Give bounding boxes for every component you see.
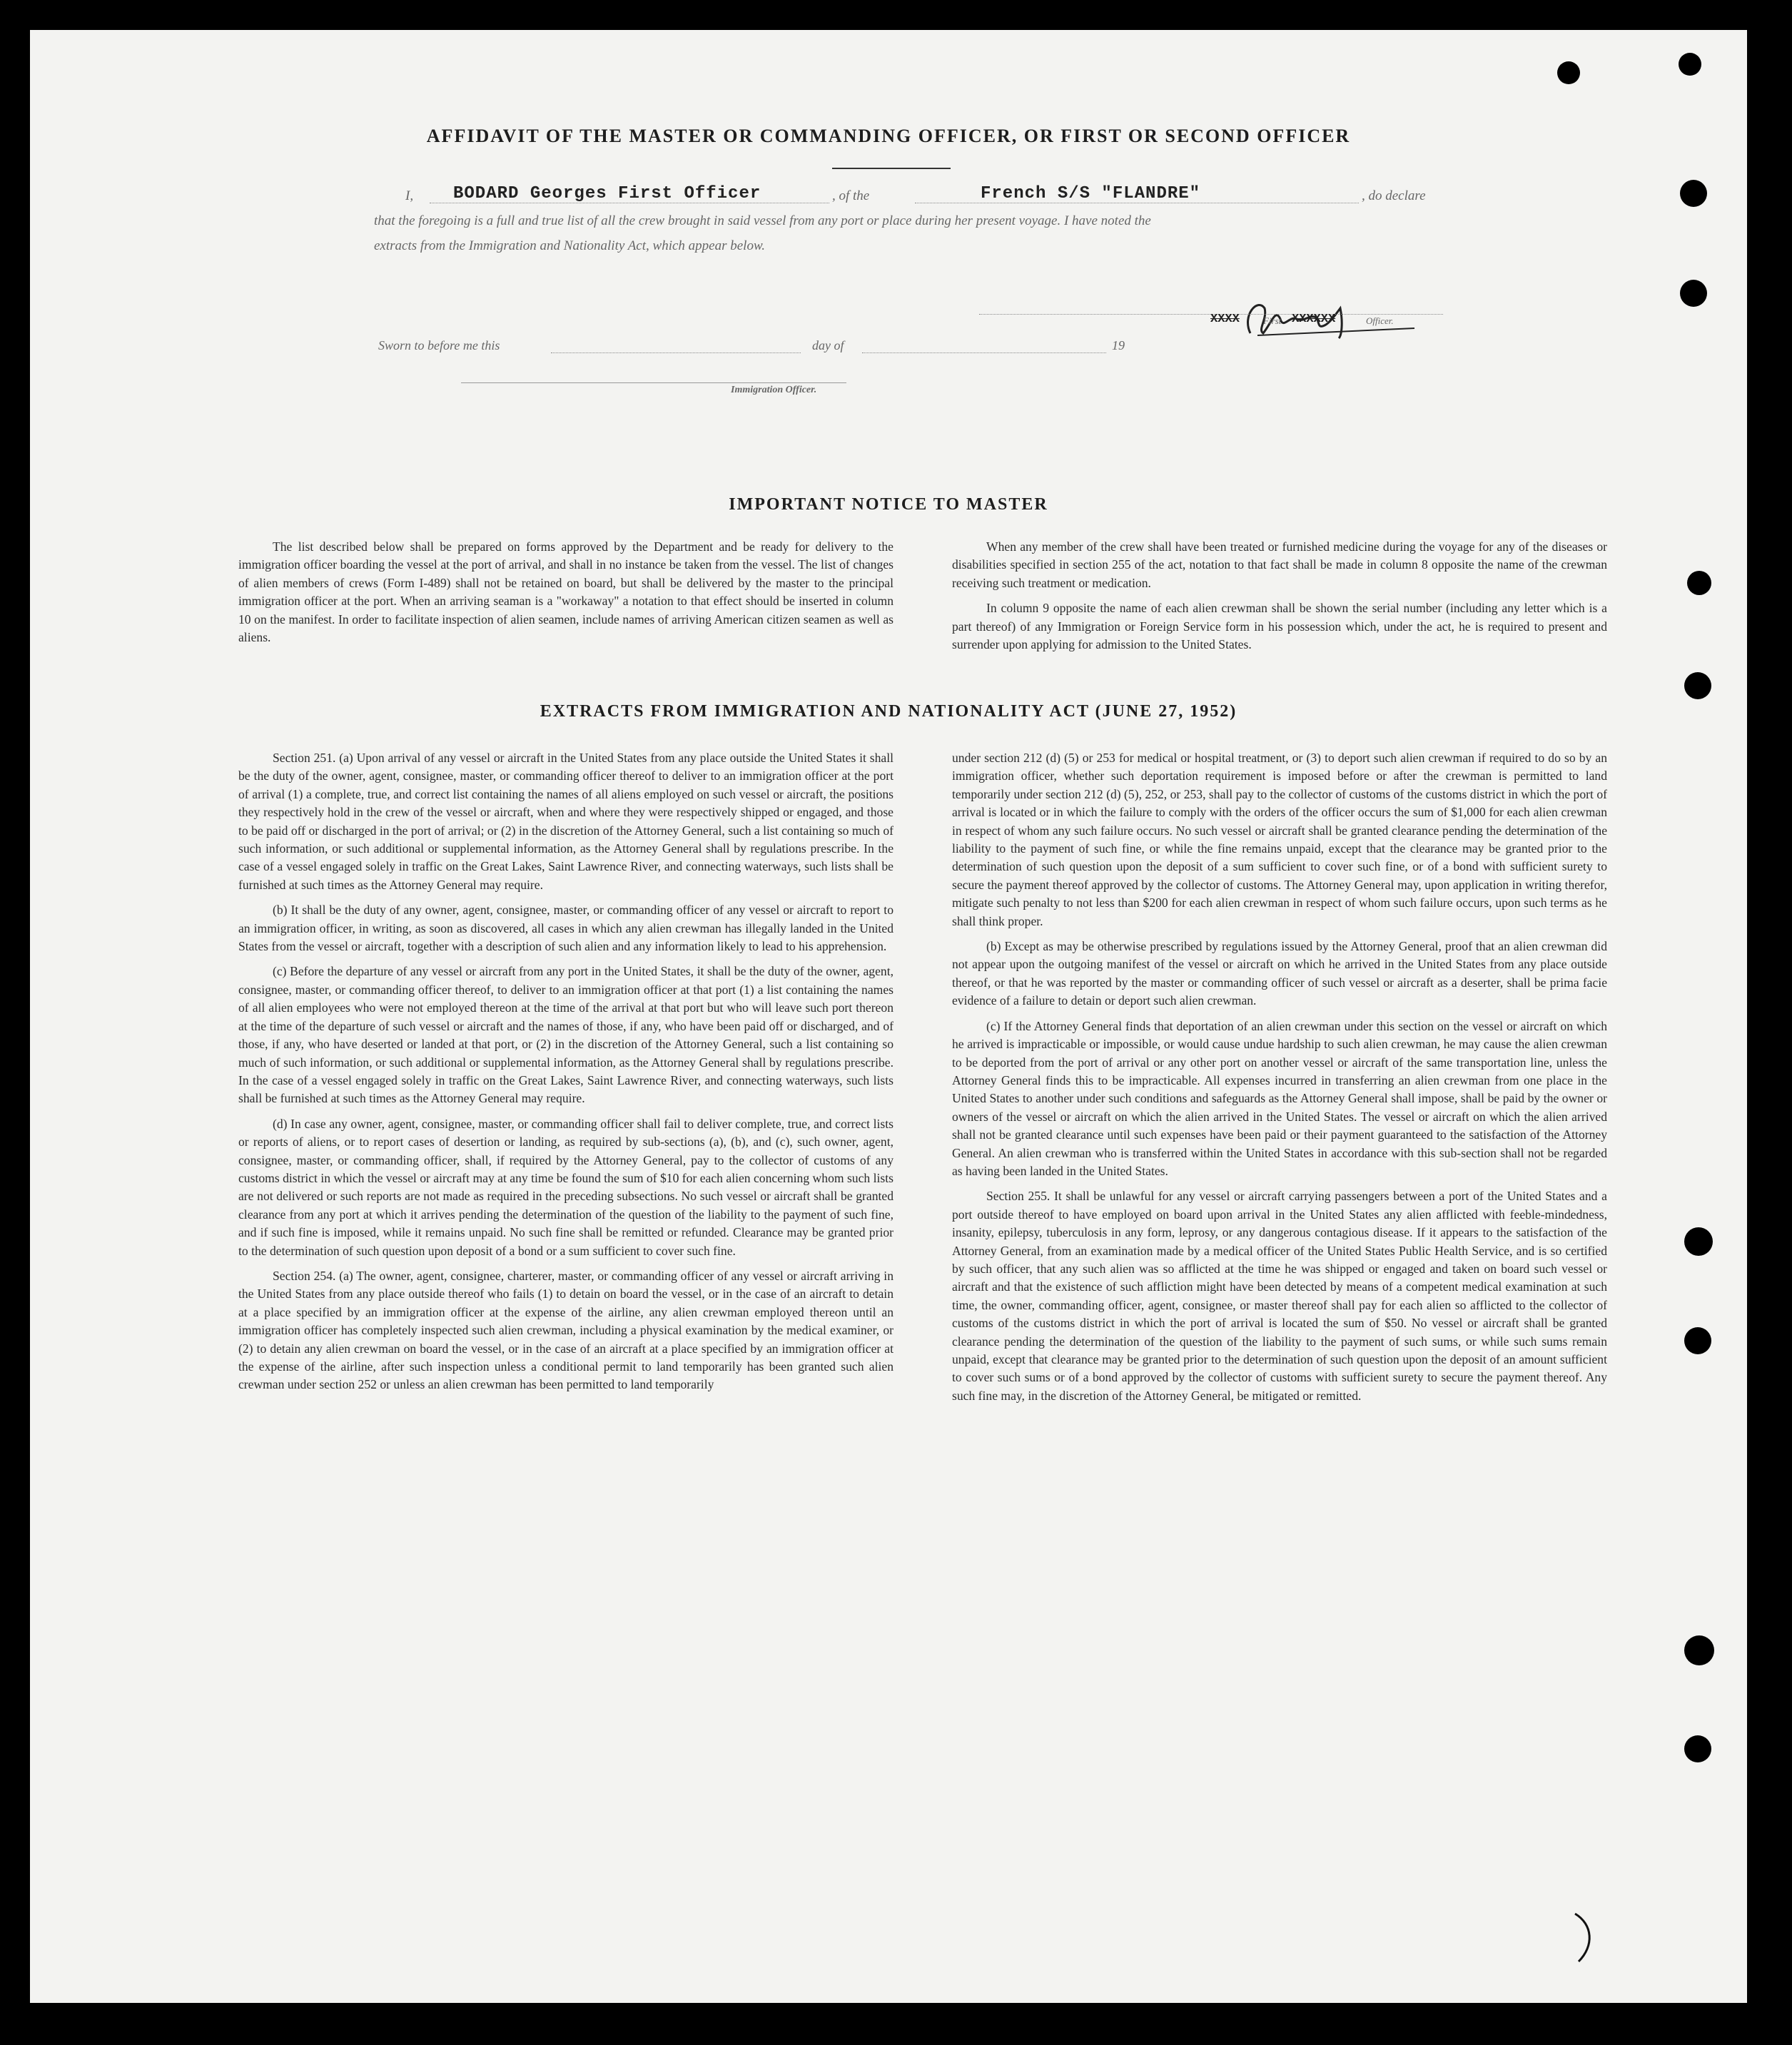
punch-hole [1680,180,1707,207]
struck-word: XXXX [1210,313,1240,326]
extract-section-251c: (c) Before the departure of any vessel or aircraft from any port in the United States, it shall be the duty of the owner, agent, consignee, master, or commanding officer thereof, to deliver to an immigration officer at that port (1) a list containing the names of all alien employees who were not employed thereon at the time of the arrival at that port but who will leave such port thereon at the time of the departure of such vessel or aircraft and the names of those, if any, who have been paid off or discharged, and of those, if any, who have deserted or landed at that port, or (2) in the discretion of the Attorney General, such a list containing so much of such information, or such additional or supplemental information, as the Attorney General shall by regulations prescribe. In the case of a vessel engaged solely in traffic on the Great Lakes, Saint Lawrence River, and connecting waterways, such lists shall be furnished at such times as the Attorney General may require. [238,964,894,1106]
sworn-label: Sworn to before me this [378,338,500,352]
corner-mark [1571,1910,1600,1967]
punch-hole [1680,280,1707,307]
do-declare-label: , do declare [1362,188,1426,203]
punch-hole [1684,1735,1711,1762]
extract-section-254c: (c) If the Attorney General finds that deportation of an alien crewman under this section on the vessel or aircraft on which he arrived is impracticable or impossible, or would cause undue hardship to such alien crewman, he may cause the alien crewman to be deported from the port of arrival or any other port on another vessel or aircraft of the same transportation line, unless the Attorney General finds this to be impracticable. All expenses incurred in transferring an alien crewman from one place in the United States to another under such conditions and safeguards as the Attorney General shall impose, shall be paid by the owner or owners of the vessel or aircraft on which the alien arrived in the United States. The vessel or aircraft on which the alien arrived shall not be granted clearance until such expenses have been paid or their payment guaranteed to the satisfaction of the Attorney General. An alien crewman who is transferred within the United States in accordance with this sub-section shall not be regarded as having been landed in the United States. [952,1018,1607,1178]
punch-hole [1687,571,1711,595]
punch-hole [1684,1227,1713,1256]
immigration-officer-label: Immigration Officer. [731,385,817,395]
declaration-line-3: extracts from the Immigration and Nationality Act, which appear below. [374,238,765,253]
notice-left-column [238,538,894,654]
extract-section-254b: (b) Except as may be otherwise prescribed by regulations issued by the Attorney General, proof that an alien crewman did not appear upon the outgoing manifest of the vessel or aircraft on which he arrived in the United States from any place outside thereof, or that he was reported by the master or commanding officer of such vessel or aircraft as a deserter, shall be prima facie evidence of a failure to detain or deport such alien crewman. [952,939,1607,1008]
notice-title: IMPORTANT NOTICE TO MASTER [729,495,1048,514]
extract-section-251a: Section 251. (a) Upon arrival of any vessel or aircraft in the United States from any place outside the United States it shall be the duty of the owner, agent, consignee, master, or commanding officer thereof to deliver to an immigration officer at the port of arrival (1) a complete, true, and correct list containing the names of all aliens employed on such vessel or aircraft, the positions they respectively hold in the crew of the vessel or aircraft, when and where they were respectively shipped or engaged, and those to be paid off or discharged in the port of arrival; or (2) in the discretion of the Attorney General, such a list containing so much of such information, or such additional or supplemental information, as the Attorney General shall by regulations prescribe. In the case of a vessel engaged solely in traffic on the Great Lakes, Saint Lawrence River, and connecting waterways, such lists shall be furnished at such times as the Attorney General may require. [238,751,894,892]
day-of-label: day of [812,338,844,352]
sworn-day-line [551,352,801,353]
vessel-field: French S/S "FLANDRE" [981,184,1201,203]
extracts-left-column [238,749,894,1401]
year-label: 19 [1112,338,1125,352]
first-word: First [1263,315,1282,326]
i-label: I, [405,188,414,203]
extract-section-251d: (d) In case any owner, agent, consignee, master, or commanding officer shall fail to deliver complete, true, and correct lists or reports of aliens, or to report cases of desertion or landing, as required by sub-sections (a), (b), and (c), such owner, agent, consignee, master, or commanding officer, shall, if required by the Attorney General, pay to the collector of customs of any customs district in which the vessel or aircraft may at any time be found the sum of $10 for each alien concerning whom such lists are not delivered or such reports are not made as required in the preceding subsections. No such vessel or aircraft shall be granted clearance from any port at which it arrives pending the determination of the question of the liability to the payment of such fine, and if such fine is imposed, while it remains unpaid. No such fine shall be remitted or refunded. Clearance may be granted prior to the determination of such question upon deposit of a bond or a sum sufficient to cover such fine. [238,1116,894,1258]
affidavit-title: AFFIDAVIT OF THE MASTER OR COMMANDING OFFICER, OR FIRST OR SECOND OFFICER [426,126,1351,146]
notice-paragraph: In column 9 opposite the name of each alien crewman shall be shown the serial number (including any letter which is a part thereof) of any Immigration or Foreign Service form in his possession which, under the act, he is required to present and surrender upon applying for admission to the United States. [952,601,1607,652]
sworn-month-line [862,352,1106,353]
declaration-line-2: that the foregoing is a full and true list of all the crew brought in said vessel from any port or place during her present voyage. I have noted the [374,213,1151,228]
extracts-title: EXTRACTS FROM IMMIGRATION AND NATIONALITY ACT (JUNE 27, 1952) [540,702,1237,721]
extract-section-254a-cont: under section 212 (d) (5) or 253 for medical or hospital treatment, or (3) to deport such alien crewman if required to do so by an immigration officer, whether such deportation requirement is imposed before or after the crewman is permitted to land temporarily under section 212 (d) (5), 252, or 253, shall pay to the collector of customs of the customs district in which the port of arrival is located or in which the failure to comply with the orders of the officer occurs the sum of $1,000 for each alien crewman in respect of whom any such failure occurs. No such vessel or aircraft shall be granted clearance pending the determination of the liability to the payment of such fine, or while the fine remains unpaid, except that the clearance may be granted prior to the determination of such question upon the deposit of a sum sufficient to cover such fine, or of a bond with sufficient surety to secure the payment thereof approved by the collector of customs. The Attorney General may, upon application in writing therefor, mitigate such penalty to not less than $200 for each alien crewman in respect of whom such failure occurs, upon such terms as he shall think proper. [952,751,1607,928]
notice-right-column [952,538,1607,661]
officer-name-field: BODARD Georges First Officer [453,184,761,203]
officer-word: Officer. [1366,315,1394,326]
of-the-label: , of the [832,188,870,203]
punch-hole [1557,61,1580,84]
notice-paragraph: When any member of the crew shall have been treated or furnished medicine during the voyage for any of the diseases or disabilities specified in section 255 of the act, notation to that fact shall be made in column 8 opposite the name of the crewman receiving such treatment or medication. [952,539,1607,590]
extract-section-254a: Section 254. (a) The owner, agent, consignee, charterer, master, or commanding officer of any vessel or aircraft arriving in the United States from any place outside thereof who fails (1) to detain on board the vessel, or in the case of an aircraft to detain at a place specified by an immigration officer at the expense of the airline, any alien crewman employed thereon until an immigration officer has completely inspected such alien crewman, including a physical examination by the medical examiner, or (2) to detain any alien crewman on board the vessel, or in the case of an aircraft at a place specified by an immigration officer at the expense of the airline, after such inspection unless a conditional permit to land temporarily has been granted such alien crewman under section 252 or unless an alien crewman has been permitted to land temporarily [238,1268,894,1392]
punch-hole [1684,1327,1711,1354]
punch-hole [1684,1635,1714,1665]
title-rule [832,168,951,169]
notice-paragraph: The list described below shall be prepared on forms approved by the Department and be ready for delivery to the immigration officer boarding the vessel at the port of arrival, and shall in no instance be taken from the vessel. The list of changes of alien members of crews (Form I-489) shall not be retained on board, but shall be delivered by the master to the principal immigration officer at the port. When an arriving seaman is a "workaway" a notation to that effect should be inserted in column 10 on the manifest. In order to facilitate inspection of alien seamen, include names of arriving American citizen seamen as well as aliens. [238,539,894,645]
document-page [30,30,1747,2003]
punch-hole [1679,53,1701,76]
punch-hole [1684,672,1711,699]
extracts-right-column [952,749,1607,1412]
extract-section-255: Section 255. It shall be unlawful for any vessel or aircraft carrying passengers between a port of the United States and a port outside thereof to have employed on board upon arrival in the United States any alien afflicted with feeble-mindedness, insanity, epilepsy, tuberculosis in any form, leprosy, or any dangerous contagious disease. If it appears to the satisfaction of the Attorney General, from an examination made by a medical officer of the United States Public Health Service, and is so certified by such officer, that any such alien was so afflicted at the time he was shipped or engaged and taken on board such vessel or aircraft and that the existence of such affliction might have been detected by means of a competent medical examination at such time, the owner, commanding officer, agent, consignee, or master thereof shall pay for each alien so afflicted to the collector of customs of the customs district in which the port of arrival is located the sum of $50. No vessel or aircraft shall be granted clearance pending the determination of the question of the liability to the payment of such sums, or while such sums remain unpaid, except that clearance may be granted prior to the determination of such question upon the deposit of an amount sufficient to cover such sums or of a bond approved by the collector of customs with sufficient surety to secure the payment thereof. Any such fine may, in the discretion of the Attorney General, be mitigated or remitted. [952,1189,1607,1403]
immigration-officer-line [461,382,846,383]
struck-rank: XXXXXX [1292,313,1336,326]
extract-section-251b: (b) It shall be the duty of any owner, agent, consignee, master, or commanding officer of any vessel or aircraft to report to an immigration officer, in writing, as soon as discovered, all cases in which any alien crewman has illegally landed in the United States from the vessel or aircraft, together with a description of such alien and any information likely to lead to his apprehension. [238,903,894,954]
